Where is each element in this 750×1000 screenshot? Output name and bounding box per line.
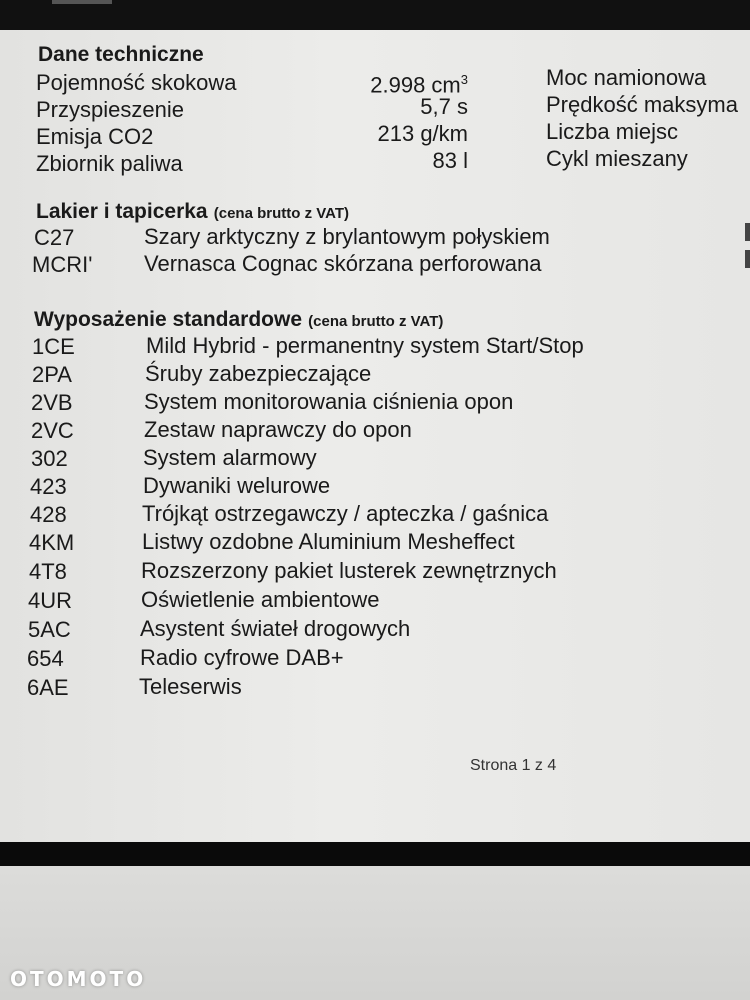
equipment-heading-line [34, 306, 443, 335]
tech-right-label: Prędkość maksyma [546, 92, 738, 117]
screen-bezel-band [0, 842, 750, 866]
equipment-desc: System alarmowy [143, 445, 317, 470]
paint-note: (cena brutto z VAT) [213, 205, 350, 222]
equipment-code: 1CE [32, 334, 75, 359]
document-page [0, 30, 750, 842]
equipment-desc: Rozszerzony pakiet lusterek zewnętrznych [141, 558, 557, 583]
tech-value: 5,7 s [420, 94, 468, 119]
tech-label: Przyspieszenie [36, 97, 184, 122]
equipment-desc: Listwy ozdobne Aluminium Mesheffect [142, 529, 515, 554]
equipment-code: 302 [31, 446, 68, 471]
equipment-desc: Mild Hybrid - permanentny system Start/Stop [146, 333, 584, 358]
tech-value: 213 g/km [377, 121, 468, 146]
equipment-desc: Radio cyfrowe DAB+ [140, 645, 344, 670]
equipment-code: 2PA [32, 362, 72, 387]
paint-desc: Szary arktyczny z brylantowym połyskiem [144, 224, 550, 249]
top-bezel [0, 0, 750, 34]
bezel-tab [52, 0, 112, 4]
tech-label: Pojemność skokowa [36, 70, 237, 95]
tech-right-label: Liczba miejsc [546, 119, 679, 144]
equipment-desc: Dywaniki welurowe [143, 473, 331, 498]
equipment-desc: Oświetlenie ambientowe [141, 587, 380, 612]
equipment-desc: Śruby zabezpieczające [145, 361, 372, 386]
paint-code: C27 [34, 225, 75, 250]
otomoto-watermark: OTOMOTO [10, 967, 147, 991]
equipment-note: (cena brutto z VAT) [308, 313, 444, 330]
equipment-code: 4KM [29, 530, 75, 555]
paint-heading: Lakier i tapicerka [36, 200, 208, 223]
tech-label: Zbiornik paliwa [36, 151, 183, 176]
tech-right-label: Cykl mieszany [546, 146, 688, 171]
equipment-desc: System monitorowania ciśnienia opon [144, 389, 514, 414]
tech-label: Emisja CO2 [36, 124, 154, 149]
equipment-code: 2VC [31, 418, 74, 443]
equipment-code: 654 [27, 646, 64, 671]
tech-heading: Dane techniczne [38, 43, 204, 66]
equipment-code: 428 [30, 502, 67, 527]
equipment-heading: Wyposażenie standardowe [34, 308, 303, 331]
equipment-code: 4UR [28, 588, 73, 613]
paint-code: MCRI' [32, 252, 93, 277]
equipment-code: 2VB [31, 390, 73, 415]
tech-value: 2.998 $cm^3$ [370, 72, 468, 98]
equipment-code: 5AC [28, 617, 71, 642]
page-number: Strona 1 z 4 [470, 757, 557, 774]
equipment-code: 6AE [27, 675, 69, 700]
tech-value: 83 l [432, 148, 468, 173]
equipment-code: 423 [30, 474, 67, 499]
equipment-desc: Trójkąt ostrzegawczy / apteczka / gaśnica [142, 501, 549, 526]
equipment-desc: Asystent świateł drogowych [140, 616, 411, 641]
paint-heading-line [36, 198, 349, 227]
equipment-code: 4T8 [29, 559, 67, 584]
tech-right-label: Moc namionowa [546, 65, 707, 90]
equipment-desc: Zestaw naprawczy do opon [144, 417, 412, 442]
cut-off-mark [745, 250, 750, 268]
equipment-desc: Teleserwis [139, 674, 242, 699]
cut-off-mark [745, 223, 750, 241]
paint-desc: Vernasca Cognac skórzana perforowana [144, 251, 542, 276]
